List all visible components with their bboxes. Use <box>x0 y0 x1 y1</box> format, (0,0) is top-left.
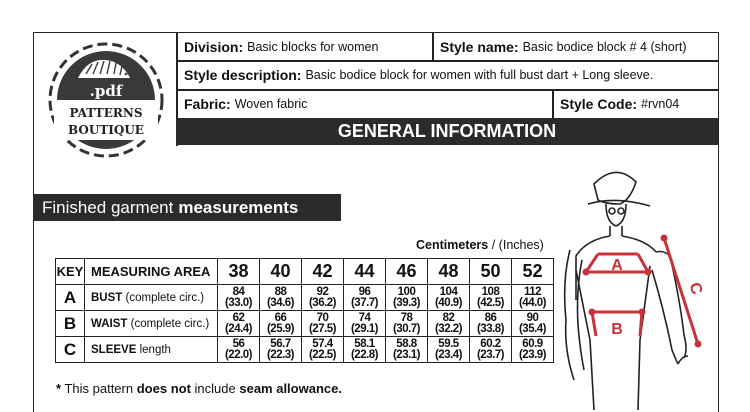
waist-side-right <box>640 312 642 336</box>
table-row-bust <box>56 285 554 311</box>
key-header: KEY <box>56 259 85 285</box>
row-area <box>85 285 218 311</box>
row-area-bold: BUST <box>91 291 123 304</box>
table-row-sleeve <box>56 337 554 363</box>
value-cell: 78 (30.7) <box>386 311 428 337</box>
size-header: 48 <box>428 259 470 285</box>
row-area-rest: length <box>139 343 171 356</box>
sleeve-point-bottom <box>695 341 702 348</box>
value-cell: 74 (29.1) <box>344 311 386 337</box>
size-header: 46 <box>386 259 428 285</box>
sleeve-point-top <box>661 235 668 242</box>
label-b: B <box>611 321 623 338</box>
row-key: B <box>56 311 85 337</box>
row-area-rest: (complete circ.) <box>125 291 205 304</box>
value-cell: 86 (33.8) <box>470 311 512 337</box>
note-bold2: seam allowance. <box>239 381 342 396</box>
bodice-measurement-illustration <box>560 160 720 410</box>
size-header: 52 <box>512 259 554 285</box>
row-area-bold: WAIST <box>91 317 128 330</box>
size-header: 42 <box>302 259 344 285</box>
note-text2: include <box>194 381 236 396</box>
value-cell: 62 (24.4) <box>218 311 260 337</box>
value-cell: 84 (33.0) <box>218 285 260 311</box>
division-value: Basic blocks for women <box>247 40 379 54</box>
bust-side-right <box>638 254 648 272</box>
value-cell: 108 (42.5) <box>470 285 512 311</box>
value-cell: 60.2 (23.7) <box>470 337 512 363</box>
logo-ext: .pdf <box>89 82 123 100</box>
mannequin-outline <box>565 172 688 410</box>
section-title-prefix: Finished garment <box>42 197 174 217</box>
row-key: A <box>56 285 85 311</box>
value-cell: 100 (39.3) <box>386 285 428 311</box>
units-caption <box>416 238 544 252</box>
note-bold1: does not <box>136 381 191 396</box>
measurements-table <box>55 258 554 363</box>
value-cell: 90 (35.4) <box>512 311 554 337</box>
table-row-waist <box>56 311 554 337</box>
value-cell: 112 (44.0) <box>512 285 554 311</box>
division-field <box>176 33 378 61</box>
size-header: 38 <box>218 259 260 285</box>
value-cell: 104 (40.9) <box>428 285 470 311</box>
row-area <box>85 311 218 337</box>
note-text1: This pattern <box>64 381 134 396</box>
note-star: * <box>56 381 62 396</box>
general-information-bar: GENERAL INFORMATION <box>176 118 718 145</box>
value-cell: 92 (36.2) <box>302 285 344 311</box>
value-cell: 70 (27.5) <box>302 311 344 337</box>
value-cell: 60.9 (23.9) <box>512 337 554 363</box>
fabric-field <box>176 90 307 118</box>
waist-side-left <box>592 312 596 336</box>
value-cell: 56.7 (22.3) <box>260 337 302 363</box>
size-header: 44 <box>344 259 386 285</box>
style-code-label: Style Code: <box>560 96 638 112</box>
style-name-field <box>432 33 687 61</box>
style-description-field <box>176 61 653 89</box>
measurements-section-title <box>33 194 341 221</box>
division-label: Division: <box>184 39 244 55</box>
style-description-value: Basic bodice block for women with full bust dart + Long sleeve. <box>305 68 654 82</box>
style-code-value: #rvn04 <box>641 97 680 111</box>
fabric-value: Woven fabric <box>234 97 308 111</box>
bust-side-left <box>586 254 598 272</box>
size-header: 50 <box>470 259 512 285</box>
value-cell: 58.1 (22.8) <box>344 337 386 363</box>
logo-line1: PATTERNS <box>69 106 143 120</box>
row-area-rest: (complete circ.) <box>130 317 210 330</box>
size-header: 40 <box>260 259 302 285</box>
row-key: C <box>56 337 85 363</box>
label-a: A <box>611 257 623 274</box>
value-cell: 57.4 (22.5) <box>302 337 344 363</box>
measuring-area-header: MEASURING AREA <box>85 259 218 285</box>
table-header-row <box>56 259 554 285</box>
patterns-boutique-logo <box>46 40 166 160</box>
style-description-label: Style description: <box>184 67 302 83</box>
units-primary: Centimeters <box>416 238 489 252</box>
seam-allowance-note <box>56 381 342 396</box>
value-cell: 66 (25.9) <box>260 311 302 337</box>
units-secondary: / (Inches) <box>491 238 544 252</box>
style-name-value: Basic bodice block # 4 (short) <box>522 40 687 54</box>
section-title-bold: measurements <box>178 197 299 217</box>
row-area <box>85 337 218 363</box>
logo-line2: BOUTIQUE <box>68 123 144 137</box>
value-cell: 82 (32.2) <box>428 311 470 337</box>
style-code-field <box>552 90 679 118</box>
fabric-label: Fabric: <box>184 96 231 112</box>
value-cell: 59.5 (23.4) <box>428 337 470 363</box>
label-c: C <box>685 280 706 297</box>
style-name-label: Style name: <box>440 39 519 55</box>
value-cell: 96 (37.7) <box>344 285 386 311</box>
value-cell: 56 (22.0) <box>218 337 260 363</box>
value-cell: 88 (34.6) <box>260 285 302 311</box>
value-cell: 58.8 (23.1) <box>386 337 428 363</box>
row-area-bold: SLEEVE <box>91 343 137 356</box>
